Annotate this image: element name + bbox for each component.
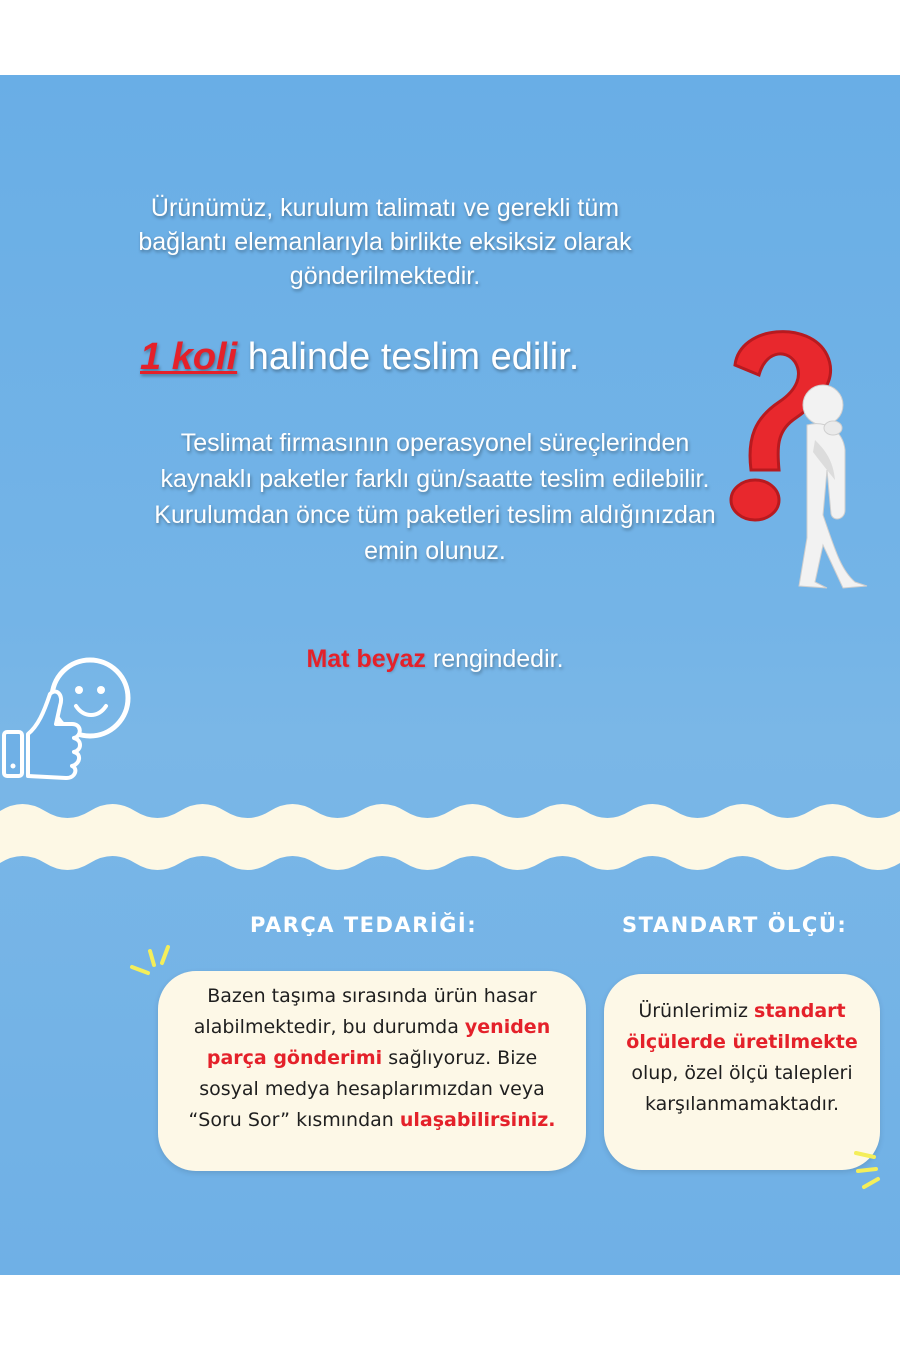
wave-divider [0, 797, 900, 887]
size-text-2: olup, özel ölçü talepleri karşılanmamaktadır. [631, 1062, 853, 1115]
notice-text: Teslimat firmasının operasyonel süreçlerinden kaynaklı paketler farklı gün/saatte teslim edilebilir. Kurulumdan önce tüm paketleri teslim aldığınızdan emin olunuz. [154, 429, 716, 565]
parts-highlight-2: ulaşabilirsiniz. [399, 1109, 556, 1131]
size-heading: STANDART ÖLÇÜ: [622, 913, 848, 937]
parts-text-2: sağlıyoruz. Bize sosyal medya hesaplarımızdan veya “Soru Sor” kısmından [188, 1047, 545, 1131]
size-card [604, 974, 880, 1170]
delivery-rest: halinde teslim edilir. [237, 336, 580, 378]
question-man-icon [715, 320, 880, 600]
delivery-highlight: 1 koli [140, 336, 238, 378]
thumbs-up-smile-icon [0, 650, 135, 785]
sparkle-icon [850, 1145, 895, 1195]
size-text-1: Ürünlerimiz [638, 1000, 755, 1022]
parts-card [158, 971, 586, 1171]
color-rest: rengindedir. [425, 645, 564, 673]
parts-text-1: Bazen taşıma sırasında ürün hasar alabilmektedir, bu durumda [193, 985, 537, 1038]
intro-text: Ürünümüz, kurulum talimatı ve gerekli tüm bağlantı elemanlarıyla birlikte eksiksiz olarak gönderilmektedir. [138, 194, 632, 290]
parts-heading: PARÇA TEDARİĞİ: [250, 913, 478, 937]
parts-highlight-1: yeniden parça gönderimi [206, 1016, 551, 1069]
color-highlight: Mat beyaz [306, 645, 426, 673]
size-highlight: standart ölçülerde üretilmekte [626, 1000, 858, 1053]
delivery-line [140, 332, 720, 382]
info-panel [0, 75, 900, 1275]
color-note [150, 642, 720, 676]
